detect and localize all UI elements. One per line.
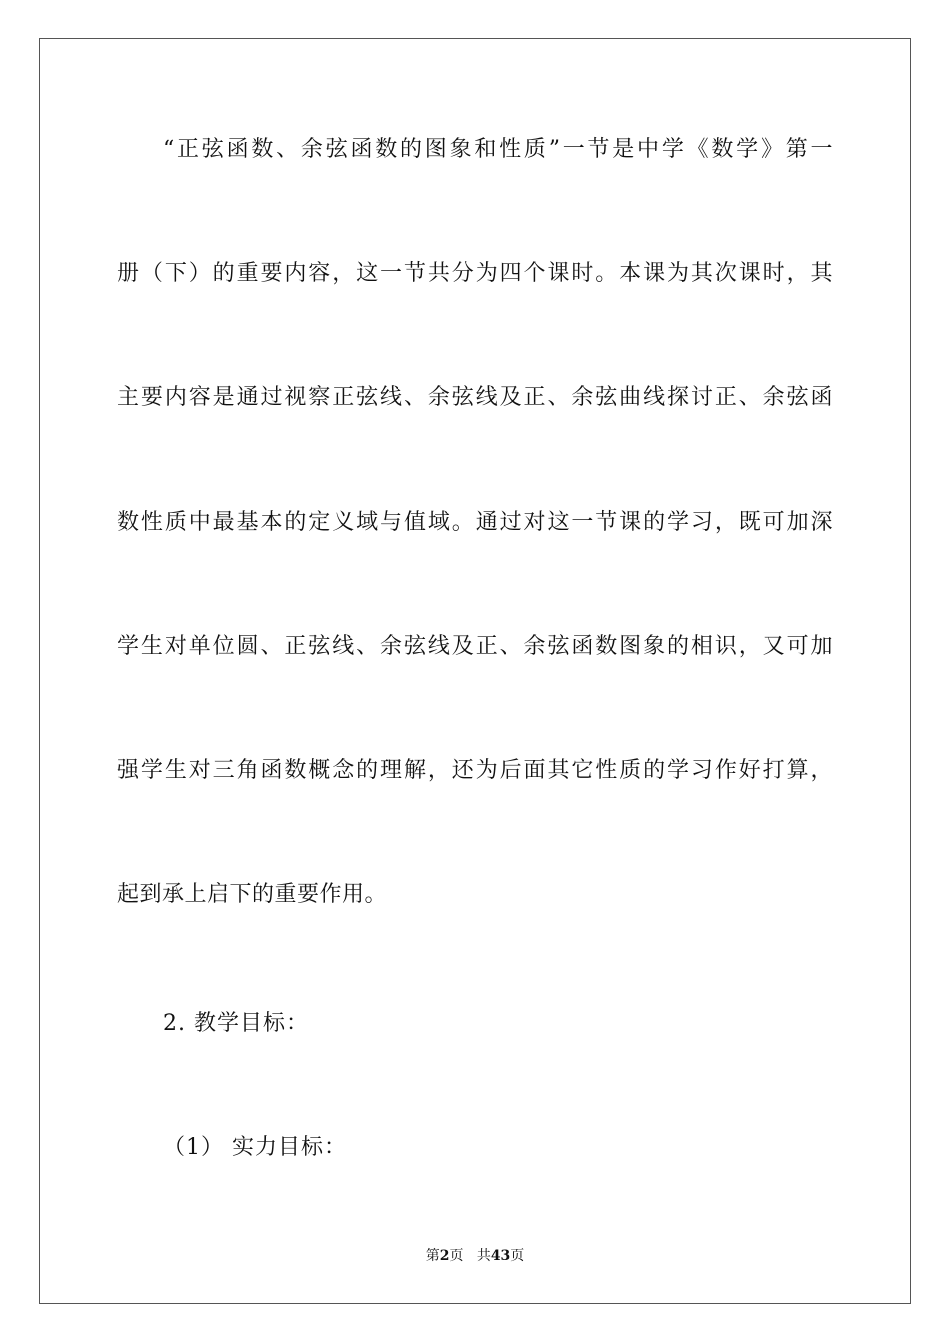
paragraph-line: 册（下）的重要内容，这一节共分为四个课时。本课为其次课时，其 (117, 261, 833, 286)
paragraph-line: “正弦函数、余弦函数的图象和性质”一节是中学《数学》第一 (163, 137, 833, 162)
paragraph-line: 数性质中最基本的定义域与值域。通过对这一节课的学习，既可加深 (117, 510, 833, 535)
page-footer (0, 1247, 950, 1265)
page-prefix: 第 (425, 1248, 440, 1264)
sub-heading: （1） 实力目标： (163, 1135, 347, 1160)
paragraph-line: 学生对单位圆、正弦线、余弦线及正、余弦函数图象的相识，又可加 (117, 634, 833, 659)
paragraph-line: 起到承上启下的重要作用。 (117, 882, 388, 907)
section-heading: 2. 教学目标： (163, 1011, 309, 1036)
current-page-number: 2 (439, 1248, 450, 1264)
total-pages-number: 43 (490, 1248, 511, 1264)
paragraph-line: 主要内容是通过视察正弦线、余弦线及正、余弦曲线探讨正、余弦函 (117, 385, 833, 410)
paragraph-line: 强学生对三角函数概念的理解，还为后面其它性质的学习作好打算， (117, 758, 833, 783)
total-suffix: 页 (510, 1248, 525, 1264)
page-border (39, 38, 911, 1304)
page-suffix: 页 (449, 1248, 464, 1264)
total-prefix: 共 (476, 1248, 491, 1264)
